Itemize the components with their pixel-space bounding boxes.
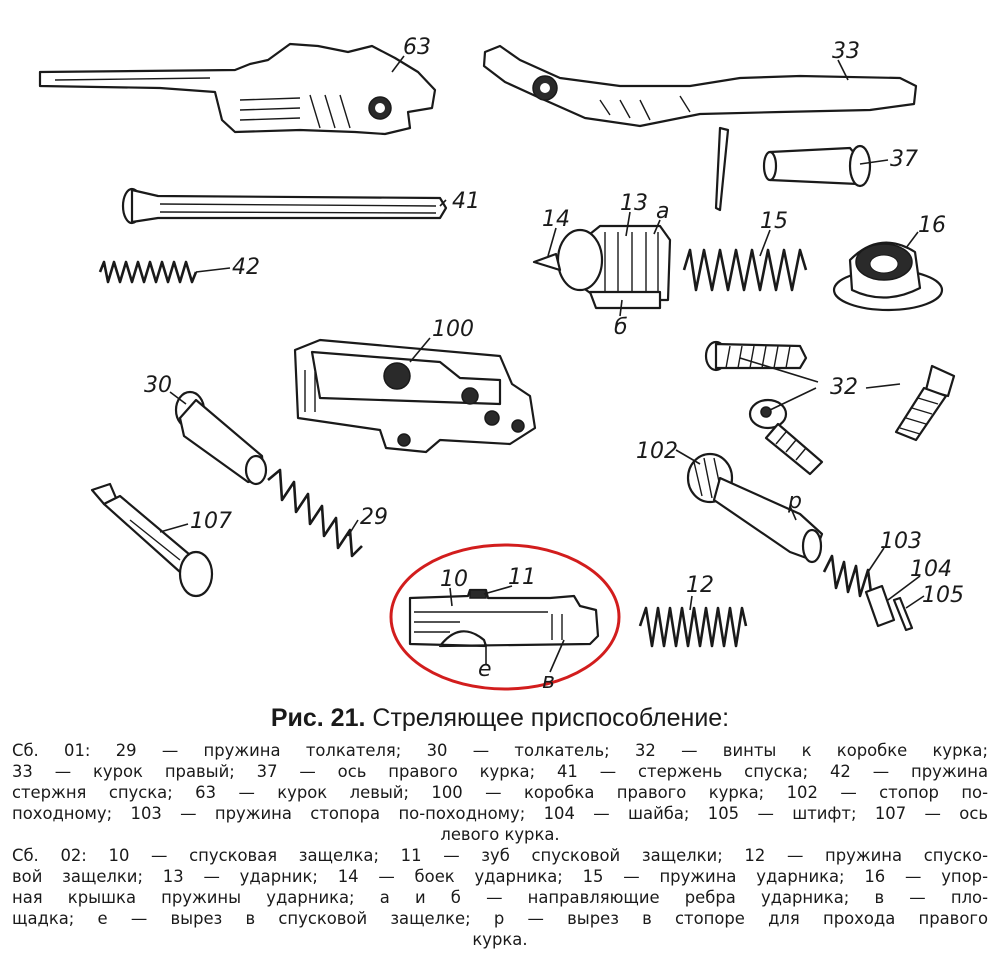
label-a: а — [656, 199, 670, 224]
legend-line: Сб. 01: 29 — пружина толкателя; 30 — толкатель; 32 — винты к коробке курка; — [12, 741, 988, 760]
screw-center — [750, 400, 822, 474]
label-r: р — [788, 489, 802, 514]
part-14-firing-pin — [534, 254, 560, 270]
screw-upper — [706, 342, 806, 370]
label-32: 32 — [830, 375, 858, 400]
label-11: 11 — [508, 565, 536, 590]
legend-line: ная крышка пружины ударника; а и б — направляющие ребра ударника; в — пло- — [12, 888, 988, 907]
label-103: 103 — [880, 529, 922, 554]
legend-line: щадка; е — вырез в спусковой защелке; р — вырез в стопоре для прохода правого — [12, 909, 988, 928]
label-63: 63 — [403, 35, 431, 60]
label-104: 104 — [910, 557, 952, 582]
part-37-right-hammer-axle — [764, 146, 870, 186]
label-29: 29 — [360, 505, 388, 530]
part-105-pin — [894, 598, 912, 630]
legend-line: левого курка. — [440, 825, 560, 844]
label-b: б — [614, 315, 628, 340]
label-100: 100 — [432, 317, 474, 342]
part-labels — [144, 35, 964, 694]
part-32-screws — [706, 342, 954, 474]
legend-line: вой защелки; 13 — ударник; 14 — боек ударника; 15 — пружина ударника; 16 — упор- — [12, 867, 988, 886]
part-15-striker-spring — [684, 250, 806, 290]
label-41: 41 — [452, 189, 480, 214]
label-105: 105 — [922, 583, 964, 608]
label-30: 30 — [144, 373, 172, 398]
part-12-latch-spring — [640, 608, 746, 646]
part-42-trigger-rod-spring — [100, 262, 196, 282]
part-30-pusher — [176, 392, 266, 484]
label-107: 107 — [190, 509, 232, 534]
leader-lines — [160, 56, 924, 672]
part-63-left-hammer — [40, 44, 435, 134]
label-12: 12 — [686, 573, 714, 598]
label-15: 15 — [760, 209, 788, 234]
part-10-trigger-latch — [410, 590, 598, 646]
legend-group-02 — [12, 845, 988, 950]
figure-caption-title — [0, 704, 1000, 733]
part-29-pusher-spring — [268, 470, 362, 556]
label-42: 42 — [232, 255, 260, 280]
screw-right — [896, 366, 954, 440]
legend-line: 33 — курок правый; 37 — ось правого курка; 41 — стержень спуска; 42 — пружина — [12, 762, 988, 781]
label-33: 33 — [832, 39, 860, 64]
label-10: 10 — [440, 567, 468, 592]
figure-title: Стреляющее приспособление: — [372, 704, 730, 732]
label-16: 16 — [918, 213, 946, 238]
label-13: 13 — [620, 191, 648, 216]
legend-group-01 — [12, 740, 988, 845]
label-e: е — [478, 657, 492, 682]
label-102: 102 — [636, 439, 678, 464]
cotter-pin — [716, 128, 728, 210]
legend-line: курка. — [472, 930, 528, 949]
label-v: в — [542, 669, 555, 694]
label-37: 37 — [890, 147, 918, 172]
label-14: 14 — [542, 207, 570, 232]
figure-number: Рис. 21. — [270, 704, 366, 732]
legend-line: походному; 103 — пружина стопора по-походному; 104 — шайба; 105 — штифт; 107 — ось — [12, 804, 988, 823]
part-107-left-hammer-axle — [92, 484, 212, 596]
legend-line: стержня спуска; 63 — курок левый; 100 — коробка правого курка; 102 — стопор по- — [12, 783, 988, 802]
part-41-trigger-rod — [123, 189, 446, 223]
part-104-washer — [866, 586, 894, 626]
part-16-spring-cap — [834, 243, 942, 310]
legend-line: Сб. 02: 10 — спусковая защелка; 11 — зуб спусковой защелки; 12 — пружина спуско- — [12, 846, 988, 865]
figure-legend — [12, 740, 988, 950]
